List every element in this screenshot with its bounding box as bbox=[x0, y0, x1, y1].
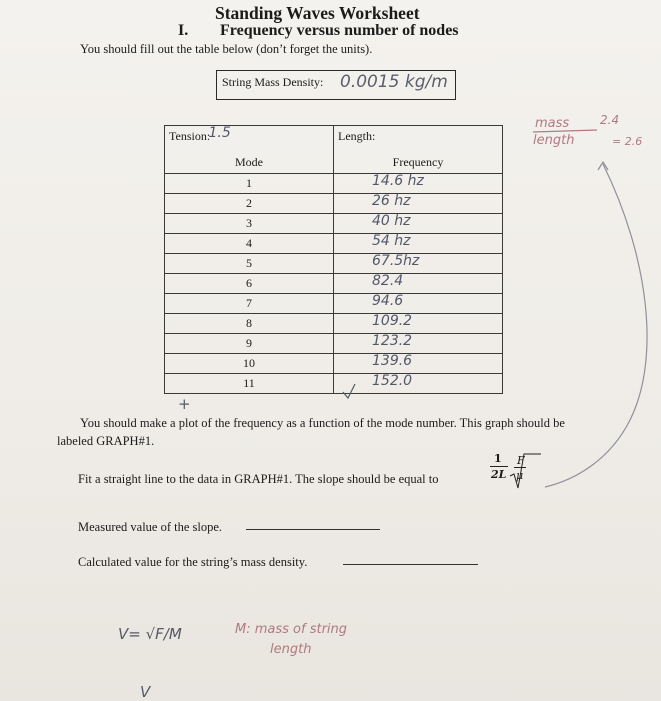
section-title: Frequency versus number of nodes bbox=[220, 22, 459, 39]
fit-instruction: Fit a straight line to the data in GRAPH#1. The slope should be equal to bbox=[78, 472, 439, 486]
mode-cell: 6 bbox=[165, 274, 334, 294]
check-mark-icon bbox=[343, 384, 355, 398]
handwritten-velocity-formula: V= √F/M bbox=[118, 625, 182, 643]
frequency-value: 82.4 bbox=[372, 273, 404, 289]
tension-handwritten-mark: + bbox=[178, 395, 191, 413]
margin-note-value-2: = 2.6 bbox=[612, 135, 643, 148]
curve-arrow-line bbox=[545, 164, 647, 487]
frequency-value: 94.6 bbox=[372, 293, 404, 309]
worksheet-title: Standing Waves Worksheet bbox=[215, 3, 420, 23]
graph-instruction-continued: labeled GRAPH#1. bbox=[57, 434, 155, 448]
length-value: 1.5 bbox=[208, 124, 231, 141]
mode-cell: 11 bbox=[165, 374, 334, 394]
margin-note-value-1: 2.4 bbox=[600, 113, 620, 127]
mass-density-value[interactable]: 0.0015 kg/m bbox=[340, 72, 448, 92]
mode-cell: 10 bbox=[165, 354, 334, 374]
frequency-value: 152.0 bbox=[372, 373, 413, 389]
tension-label: Tension: bbox=[169, 129, 211, 143]
mode-cell: 7 bbox=[165, 294, 334, 314]
mode-cell: 9 bbox=[165, 334, 334, 354]
mode-cell: 2 bbox=[165, 194, 334, 214]
frequency-value: 26 hz bbox=[372, 193, 411, 209]
frequency-value: 14.6 hz bbox=[372, 173, 424, 189]
frequency-value: 54 hz bbox=[372, 233, 411, 249]
frequency-value: 40 hz bbox=[372, 213, 411, 229]
mass-density-label: String Mass Density: bbox=[222, 75, 324, 89]
graph-instruction: You should make a plot of the frequency as a function of the mode number. This graph should be bbox=[80, 416, 565, 430]
mode-cell: 3 bbox=[165, 214, 334, 234]
handwritten-mass-note: M: mass of string bbox=[235, 622, 348, 637]
calculated-density-label: Calculated value for the string’s mass density. bbox=[78, 555, 308, 569]
length-label: Length: bbox=[338, 129, 376, 143]
formula-numerator: 1 bbox=[494, 452, 502, 465]
mode-header: Mode bbox=[165, 151, 334, 174]
section-number: I. bbox=[178, 22, 189, 39]
handwritten-v: V bbox=[140, 683, 151, 701]
frequency-value: 123.2 bbox=[372, 333, 413, 349]
mode-cell: 8 bbox=[165, 314, 334, 334]
margin-note-mass: mass bbox=[535, 116, 570, 131]
frequency-value: 139.6 bbox=[372, 353, 413, 369]
measured-slope-label: Measured value of the slope. bbox=[78, 520, 223, 534]
mode-cell: 1 bbox=[165, 174, 334, 194]
handwritten-mass-note-length: length bbox=[270, 642, 312, 657]
frequency-header: Frequency bbox=[334, 151, 503, 174]
margin-fraction-bar bbox=[533, 130, 597, 132]
formula-radicand-top: F bbox=[517, 454, 525, 467]
formula-radicand-bottom: μ bbox=[516, 469, 524, 482]
mode-cell: 5 bbox=[165, 254, 334, 274]
table-instruction: You should fill out the table below (don’t forget the units). bbox=[80, 42, 373, 56]
margin-note-length: length bbox=[533, 133, 575, 148]
formula-denominator: 2L bbox=[491, 468, 507, 481]
frequency-value: 109.2 bbox=[372, 313, 413, 329]
arrow-head-icon bbox=[598, 162, 608, 170]
mode-cell: 4 bbox=[165, 234, 334, 254]
frequency-value: 67.5hz bbox=[372, 253, 420, 269]
